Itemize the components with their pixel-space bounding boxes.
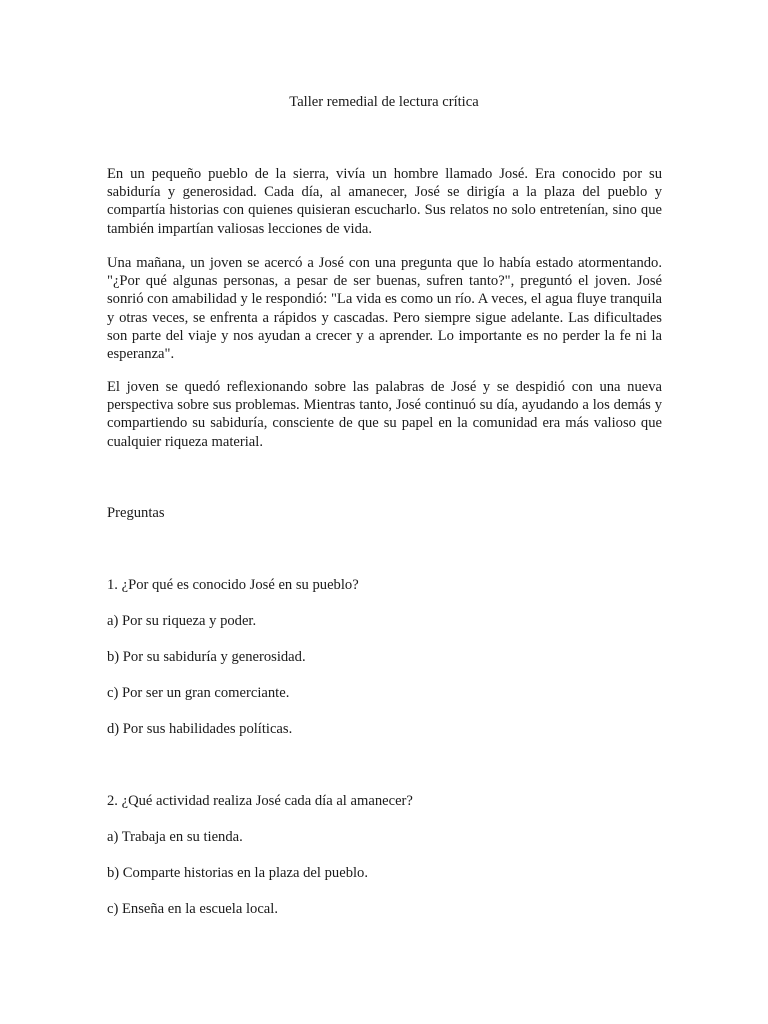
story-paragraph-3: El joven se quedó reflexionando sobre las palabras de José y se despidió con una nueva perspectiva sobre sus problemas. Mientras tanto, José continuó su día, ayudando a los demás y compartiendo su sabiduría, consciente de que su papel en la comunidad era más valioso que cualquier riqueza material. — [107, 379, 662, 450]
question-2-option-c: c) Enseña en la escuela local. — [107, 901, 278, 917]
story-paragraph-2: Una mañana, un joven se acercó a José con una pregunta que lo había estado atormentando. "¿Por qué algunas personas, a pesar de ser buenas, sufren tanto?", preguntó el joven. José sonrió con amabilidad y le respondió: "La vida es como un río. A veces, el agua fluye tranquila y otras veces, se enfrenta a rápidos y cascadas. Pero siempre sigue adelante. Las dificultades son parte del viaje y nos ayudan a crecer y a aprender. Lo importante es no perder la fe ni la esperanza". — [107, 255, 662, 363]
story-paragraph-1: En un pequeño pueblo de la sierra, vivía un hombre llamado José. Era conocido por su sabiduría y generosidad. Cada día, al amanecer, José se dirigía a la plaza del pueblo y compartía historias con quienes quisieran escucharlo. Sus relatos no solo entretenían, sino que también impartían valiosas lecciones de vida. — [107, 166, 662, 237]
question-1-option-d: d) Por sus habilidades políticas. — [107, 721, 293, 737]
question-1-option-b: b) Por su sabiduría y generosidad. — [107, 649, 306, 665]
question-1-option-a: a) Por su riqueza y poder. — [107, 613, 257, 629]
question-2-option-b: b) Comparte historias en la plaza del pueblo. — [107, 865, 368, 881]
question-1-option-c: c) Por ser un gran comerciante. — [107, 685, 290, 701]
document-title: Taller remedial de lectura crítica — [289, 94, 479, 110]
question-2-option-a: a) Trabaja en su tienda. — [107, 829, 243, 845]
question-1: 1. ¿Por qué es conocido José en su pueblo? — [107, 577, 359, 593]
question-2: 2. ¿Qué actividad realiza José cada día al amanecer? — [107, 793, 413, 809]
questions-heading: Preguntas — [107, 505, 165, 521]
